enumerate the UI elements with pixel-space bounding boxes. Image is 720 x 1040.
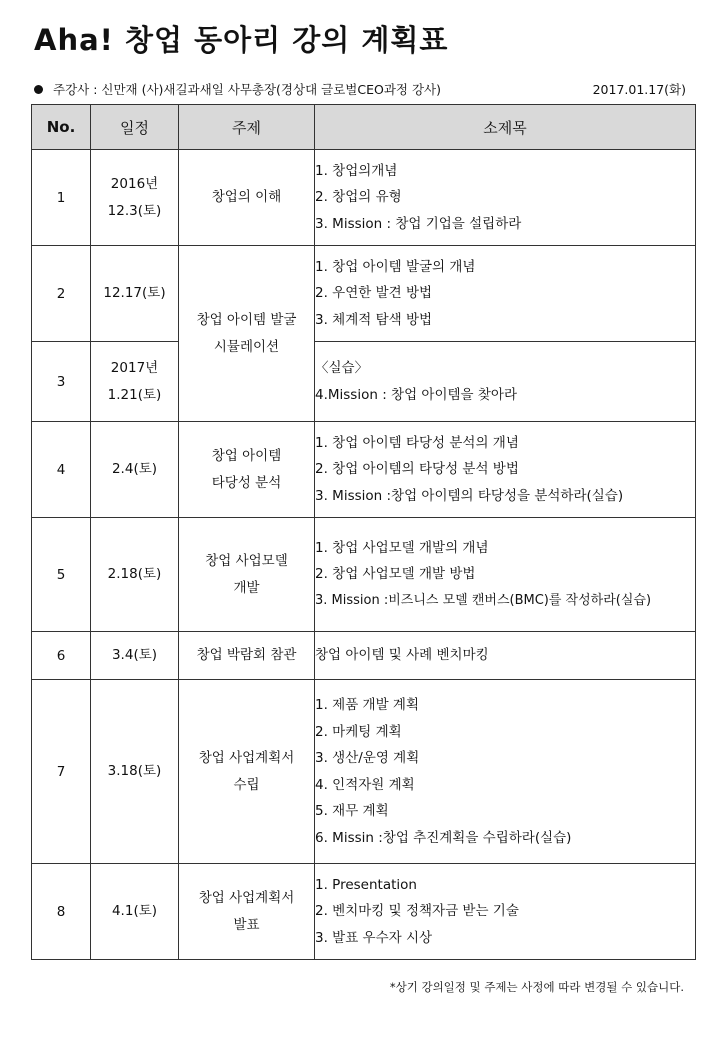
page-title: Aha! 창업 동아리 강의 계획표 [34,23,449,57]
subtopic-item: 3. Mission :비즈니스 모델 캔버스(BMC)를 작성하라(실습) [315,592,652,608]
subtopic-item: 창업 아이템 및 사례 벤치마킹 [315,647,489,664]
row-topic: 창업 박람회 참관 [179,632,315,680]
subtopic-item: 2. 창업 아이템의 타당성 분석 방법 [315,461,519,478]
row-topic: 창업 아이템 타당성 분석 [179,422,315,518]
row-topic: 창업의 이해 [179,150,315,246]
row-subtopics [315,518,696,632]
subtopic-item: 2. 창업의 유형 [315,189,402,206]
row-date: 4.1(토) [91,864,179,960]
row-date: 3.18(토) [91,680,179,864]
table-row [32,632,696,680]
header-date: 일정 [91,105,179,150]
row-subtopics [315,422,696,518]
subtopic-item: 2. 우연한 발견 방법 [315,285,433,302]
row-no: 1 [32,150,91,246]
header-topic: 주제 [179,105,315,150]
row-subtopics [315,246,696,342]
info-row [34,80,686,98]
row-no: 4 [32,422,91,518]
table-header-row [32,105,696,150]
row-subtopics [315,680,696,864]
subtopic-item: 3. 생산/운영 계획 [315,750,420,766]
table-row [32,680,696,864]
table-row [32,864,696,960]
subtopic-item: 2. 벤치마킹 및 정책자금 받는 기술 [315,903,519,920]
row-topic: 창업 사업모델 개발 [179,518,315,632]
table-row [32,246,696,342]
table-row [32,150,696,246]
row-subtopics [315,632,696,680]
subtopic-item: 1. 창업 사업모델 개발의 개념 [315,539,489,556]
row-date: 12.17(토) [91,246,179,342]
row-topic: 창업 사업계획서 발표 [179,864,315,960]
header-subtopics: 소제목 [315,105,696,150]
subtopic-item: 1. 창업 아이템 발굴의 개념 [315,258,476,275]
row-no: 7 [32,680,91,864]
row-no: 2 [32,246,91,342]
table-row [32,518,696,632]
host-text: 주강사 : 신만재 (사)새길과새일 사무총장(경상대 글로벌CEO과정 강사) [53,82,441,97]
bullet-icon [34,85,43,94]
row-no: 6 [32,632,91,680]
document-date: 2017.01.17(화) [592,82,686,97]
host-info [34,80,441,98]
subtopic-item: 2. 창업 사업모델 개발 방법 [315,566,476,583]
footnote: *상기 강의일정 및 주제는 사정에 따라 변경될 수 있습니다. [389,980,684,994]
row-no: 3 [32,342,91,422]
subtopic-item: 2. 마케팅 계획 [315,723,402,740]
table-row [32,422,696,518]
subtopic-item: 4. 인적자원 계획 [315,776,415,793]
subtopic-item: 1. Presentation [315,876,417,893]
subtopic-item: 3. 체계적 탐색 방법 [315,311,433,328]
schedule-table [31,104,696,960]
subtopic-item: 5. 재무 계획 [315,803,389,819]
subtopic-item: 3. Mission :창업 아이템의 타당성을 분석하라(실습) [315,487,624,504]
row-date: 2.4(토) [91,422,179,518]
row-date: 2016년 12.3(토) [91,150,179,246]
row-date: 3.4(토) [91,632,179,680]
row-topic: 창업 사업계획서 수립 [179,680,315,864]
subtopic-item: 4.Mission : 창업 아이템을 찾아라 [315,386,517,403]
table-row [32,342,696,422]
row-subtopics [315,150,696,246]
row-topic: 창업 아이템 발굴 시뮬레이션 [179,246,315,422]
subtopic-item: 3. Mission : 창업 기업을 설립하라 [315,215,522,232]
subtopic-item: 1. 창업의개념 [315,162,398,179]
subtopic-item: 〈실습〉 [315,360,369,376]
subtopic-item: 1. 제품 개발 계획 [315,697,419,713]
row-subtopics [315,864,696,960]
row-subtopics [315,342,696,422]
subtopic-item: 6. Missin :창업 추진계획을 수립하라(실습) [315,829,572,846]
row-date: 2017년 1.21(토) [91,342,179,422]
row-no: 5 [32,518,91,632]
row-no: 8 [32,864,91,960]
subtopic-item: 3. 발표 우수자 시상 [315,929,433,946]
row-date: 2.18(토) [91,518,179,632]
header-no: No. [32,105,91,150]
subtopic-item: 1. 창업 아이템 타당성 분석의 개념 [315,434,519,451]
